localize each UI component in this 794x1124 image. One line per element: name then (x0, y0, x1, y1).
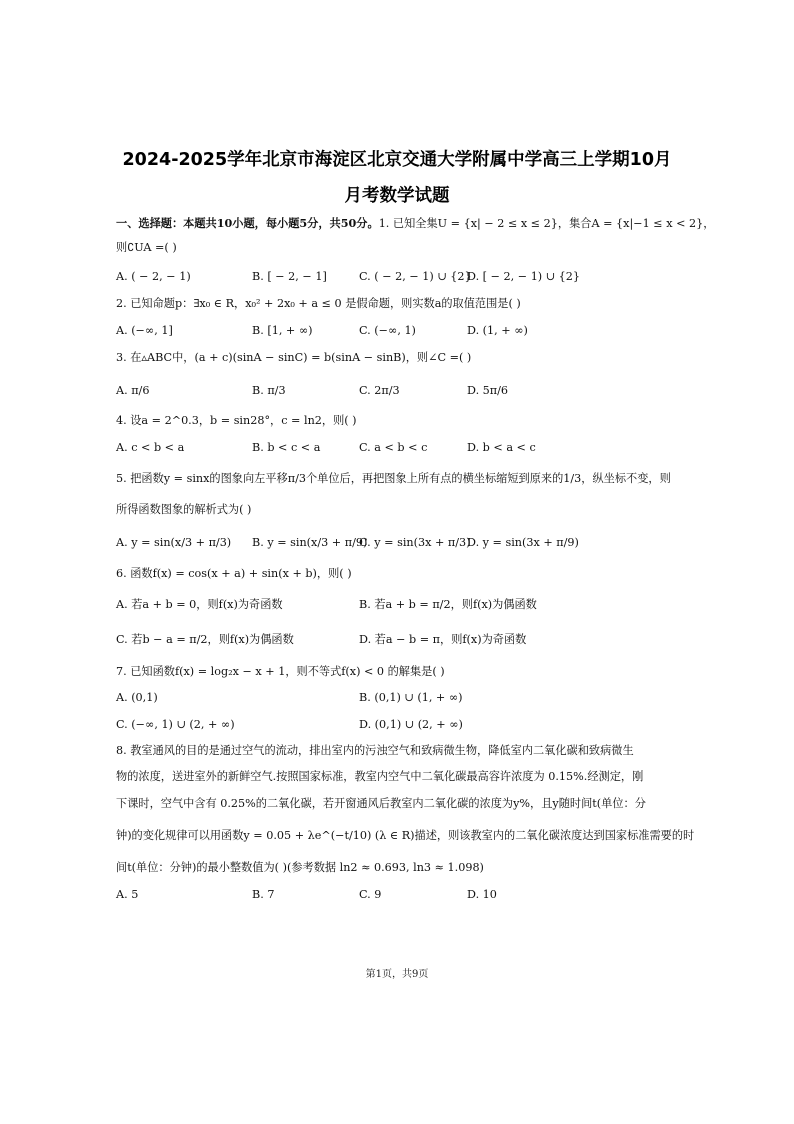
question-4-option-c[interactable]: C. a < b < c (359, 441, 428, 454)
page-footer: 第1页，共9页 (365, 969, 429, 980)
question-6-stem: 6. 函数f(x) = cos(x + a) + sin(x + b)，则( ) (116, 567, 352, 580)
question-8-option-a[interactable]: A. 5 (116, 888, 139, 901)
question-7-stem: 7. 已知函数f(x) = log₂x − x + 1，则不等式f(x) < 0 的解集是( ) (116, 665, 445, 678)
question-2-option-b[interactable]: B. [1, + ∞) (252, 324, 313, 337)
question-1-option-c[interactable]: C. ( − 2, − 1) ∪ {2} (359, 270, 472, 283)
question-8-stem-line-3: 下课时，空气中含有 0.25%的二氧化碳，若开窗通风后教室内二氧化碳的浓度为y%，且y随时间t(单位：分 (116, 797, 646, 810)
question-8-stem-line-2: 物的浓度，送进室外的新鲜空气.按照国家标准，教室内空气中二氧化碳最高容许浓度为 0.15%.经测定，刚 (116, 770, 644, 783)
question-6-option-d[interactable]: D. 若a − b = π，则f(x)为奇函数 (359, 633, 527, 646)
question-5-option-c[interactable]: C. y = sin(3x + π/3) (359, 536, 471, 549)
question-8-stem-line-1: 8. 教室通风的目的是通过空气的流动，排出室内的污浊空气和致病微生物，降低室内二氧化碳和致病微生 (116, 744, 634, 757)
question-1-text: 1. 已知全集U = {x| − 2 ≤ x ≤ 2}，集合A = {x|−1 ≤ x < 2}， (378, 217, 715, 230)
question-8-option-d[interactable]: D. 10 (467, 888, 497, 901)
question-6-option-c[interactable]: C. 若b − a = π/2，则f(x)为偶函数 (116, 633, 294, 646)
question-8-option-c[interactable]: C. 9 (359, 888, 382, 901)
question-8-stem-line-5: 间t(单位：分钟)的最小整数值为( )(参考数据 ln2 ≈ 0.693, ln3 ≈ 1.098) (116, 861, 484, 874)
question-7-option-a[interactable]: A. (0,1) (116, 691, 158, 704)
question-4-option-b[interactable]: B. b < c < a (252, 441, 321, 454)
question-2-option-c[interactable]: C. (−∞, 1) (359, 324, 416, 337)
section-header: 一、选择题：本题共10小题，每小题5分，共50分。 (116, 216, 379, 230)
question-7-option-b[interactable]: B. (0,1) ∪ (1, + ∞) (359, 691, 463, 704)
question-5-option-b[interactable]: B. y = sin(x/3 + π/9) (252, 536, 368, 549)
question-4-option-a[interactable]: A. c < b < a (116, 441, 185, 454)
question-2-option-d[interactable]: D. (1, + ∞) (467, 324, 528, 337)
question-3-stem: 3. 在▵ABC中，(a + c)(sinA − sinC) = b(sinA − sinB)，则∠C =( ) (116, 351, 472, 364)
question-5-option-d[interactable]: D. y = sin(3x + π/9) (467, 536, 579, 549)
question-1-stem-line-1 (116, 215, 714, 232)
question-5-stem-line-1: 5. 把函数y = sinx的图象向左平移π/3个单位后，再把图象上所有点的横坐标缩短到原来的1/3，纵坐标不变，则 (116, 472, 671, 485)
question-3-option-b[interactable]: B. π/3 (252, 384, 286, 397)
page-title-line-2: 月考数学试题 (344, 186, 450, 206)
question-3-option-d[interactable]: D. 5π/6 (467, 384, 509, 397)
question-1-option-d[interactable]: D. [ − 2, − 1) ∪ {2} (467, 270, 581, 283)
question-1-stem-line-2: 则∁UA =( ) (116, 241, 177, 254)
question-1-option-a[interactable]: A. ( − 2, − 1) (116, 270, 191, 283)
question-8-stem-line-4: 钟)的变化规律可以用函数y = 0.05 + λe^(−t/10) (λ ∈ R)描述，则该教室内的二氧化碳浓度达到国家标准需要的时 (116, 829, 695, 842)
question-4-option-d[interactable]: D. b < a < c (467, 441, 536, 454)
question-4-stem: 4. 设a = 2^0.3，b = sin28°，c = ln2，则( ) (116, 414, 357, 427)
question-6-option-b[interactable]: B. 若a + b = π/2，则f(x)为偶函数 (359, 598, 537, 611)
question-7-option-d[interactable]: D. (0,1) ∪ (2, + ∞) (359, 718, 463, 731)
question-5-option-a[interactable]: A. y = sin(x/3 + π/3) (116, 536, 232, 549)
question-2-stem: 2. 已知命题p：∃x₀ ∈ R，x₀² + 2x₀ + a ≤ 0 是假命题，则实数a的取值范围是( ) (116, 297, 521, 310)
page-title-line-1: 2024-2025学年北京市海淀区北京交通大学附属中学高三上学期10月 (122, 150, 672, 170)
question-5-stem-line-2: 所得函数图象的解析式为( ) (116, 503, 252, 516)
question-8-option-b[interactable]: B. 7 (252, 888, 275, 901)
question-7-option-c[interactable]: C. (−∞, 1) ∪ (2, + ∞) (116, 718, 235, 731)
question-3-option-a[interactable]: A. π/6 (116, 384, 150, 397)
question-2-option-a[interactable]: A. (−∞, 1] (116, 324, 173, 337)
question-3-option-c[interactable]: C. 2π/3 (359, 384, 400, 397)
question-1-option-b[interactable]: B. [ − 2, − 1] (252, 270, 327, 283)
question-6-option-a[interactable]: A. 若a + b = 0，则f(x)为奇函数 (116, 598, 283, 611)
